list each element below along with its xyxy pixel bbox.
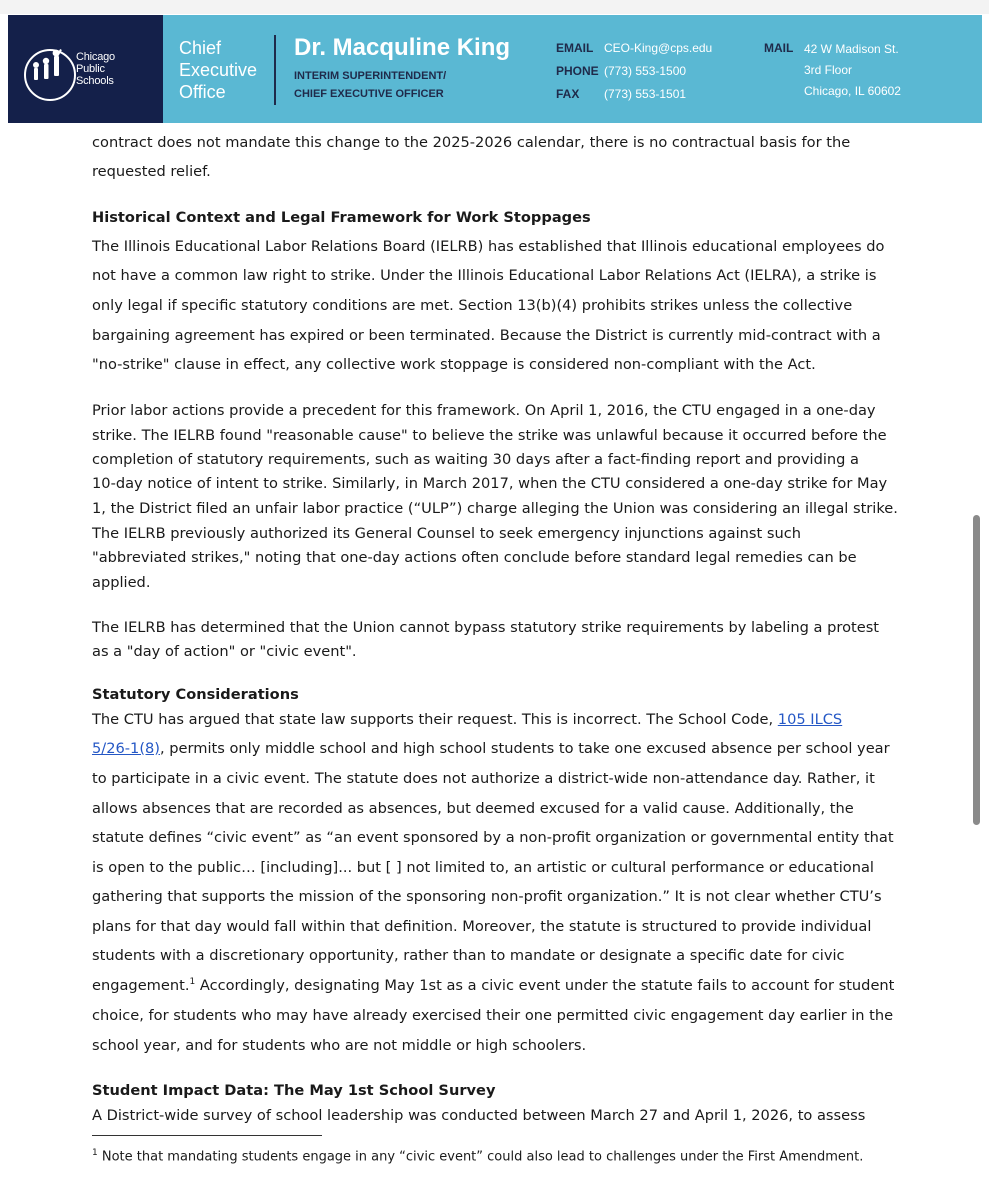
phone-label: PHONE: [556, 64, 599, 78]
statute-link[interactable]: 105 ILCS: [777, 711, 843, 728]
cps-logo: [8, 15, 163, 123]
paragraph-line: "no-strike" clause in effect, any collective work stoppage is considered non-compliant with the Act.: [92, 356, 816, 373]
section-heading-statutory: Statutory Considerations: [92, 686, 299, 703]
paragraph-line: students with a discretionary opportunity, rather than to mandate or designate a specific date for civic: [92, 947, 845, 964]
paragraph-line: school year, and for students who are not middle or high schoolers.: [92, 1037, 587, 1054]
paragraph-line: [92, 740, 890, 757]
paragraph-line: 1, the District filed an unfair labor practice (“ULP”) charge alleging the Union was considering an illegal strike.: [92, 500, 898, 517]
letterhead: [8, 15, 982, 123]
office-line-3: Office: [179, 82, 226, 102]
statute-link[interactable]: 5/26-1(8): [92, 740, 160, 757]
paragraph-line: [92, 977, 894, 994]
paragraph-line: The Illinois Educational Labor Relations Board (IELRB) has established that Illinois educational employees do: [92, 238, 885, 255]
section-heading-historical: Historical Context and Legal Framework for Work Stoppages: [92, 209, 591, 226]
paragraph-line: as a "day of action" or "civic event".: [92, 643, 357, 660]
fax-label: FAX: [556, 87, 580, 101]
footnote-text: Note that mandating students engage in any “civic event” could also lead to challenges under the First Amendment.: [97, 1149, 864, 1165]
paragraph-line: completion of statutory requirements, such as waiting 30 days after a fact-finding report and providing a: [92, 451, 859, 468]
footnote-separator: [92, 1135, 322, 1136]
email-value[interactable]: CEO-King@cps.edu: [604, 41, 713, 55]
paragraph-line: to participate in a civic event. The statute does not authorize a district-wide non-attendance day. Rather, it: [92, 770, 875, 787]
section-heading-survey: Student Impact Data: The May 1st School Survey: [92, 1082, 496, 1099]
text-run: Accordingly, designating May 1st as a civic event under the statute fails to account for student: [195, 977, 895, 994]
paragraph-line: plans for that day would fall within that definition. Moreover, the statute is structured to provide individual: [92, 918, 872, 935]
office-name: [179, 37, 257, 103]
paragraph-line: A District-wide survey of school leadership was conducted between March 27 and April 1, 2026, to assess: [92, 1107, 866, 1124]
paragraph-line: only legal if specific statutory conditions are met. Section 13(b)(4) prohibits strikes unless the collective: [92, 297, 853, 314]
paragraph-line: is open to the public… [including]... but [ ] not limited to, an artistic or cultural performance or educational: [92, 859, 874, 876]
children-figures-icon: [22, 43, 78, 99]
header-divider: [274, 35, 276, 105]
footnote: [92, 1148, 863, 1164]
logo-line-1: Chicago: [76, 51, 115, 63]
text-run: engagement.: [92, 977, 190, 994]
executive-name: Dr. Macquline King: [294, 34, 511, 61]
intro-line: contract does not mandate this change to the 2025-2026 calendar, there is no contractual basis for the: [92, 134, 851, 151]
paragraph-line: not have a common law right to strike. Under the Illinois Educational Labor Relations Act (IELRA), a strike is: [92, 267, 877, 284]
logo-wordmark: [76, 51, 115, 87]
logo-line-2: Public: [76, 63, 105, 75]
paragraph-line: allows absences that are recorded as absences, but deemed excused for a valid cause. Additionally, the: [92, 800, 854, 817]
logo-line-3: Schools: [76, 75, 114, 87]
page-top-edge: [0, 0, 989, 14]
mail-line-1: 42 W Madison St.: [804, 42, 899, 56]
mail-line-3: Chicago, IL 60602: [804, 84, 901, 98]
footnote-mark: 1: [92, 1148, 98, 1158]
intro-line: requested relief.: [92, 163, 211, 180]
paragraph-line: gathering that supports the mission of the sponsoring non-profit organization.” It is not clear whether CTU’s: [92, 888, 882, 905]
office-line-2: Executive: [179, 60, 258, 80]
mail-line-2: 3rd Floor: [804, 63, 853, 77]
paragraph-line: Prior labor actions provide a precedent for this framework. On April 1, 2016, the CTU engaged in a one-day: [92, 402, 876, 419]
text-run: The CTU has argued that state law supports their request. This is incorrect. The School Code,: [92, 711, 778, 728]
office-line-1: Chief: [179, 38, 222, 58]
mail-label: MAIL: [764, 41, 794, 55]
paragraph-line: bargaining agreement has expired or been terminated. Because the District is currently mid-contract with a: [92, 327, 881, 344]
paragraph-line: 10-day notice of intent to strike. Similarly, in March 2017, when the CTU considered a one-day strike for May: [92, 475, 888, 492]
text-run: , permits only middle school and high school students to take one excused absence per school year: [160, 740, 890, 757]
paragraph-line: applied.: [92, 574, 151, 591]
footnote-reference[interactable]: 1: [189, 977, 196, 988]
fax-value: (773) 553-1501: [604, 87, 687, 101]
paragraph-line: choice, for students who may have already exercised their one permitted civic engagement day earlier in the: [92, 1007, 894, 1024]
email-label: EMAIL: [556, 41, 594, 55]
executive-title-1: INTERIM SUPERINTENDENT/: [294, 70, 447, 82]
paragraph-line: [92, 711, 842, 728]
paragraph-line: statute defines “civic event” as “an event sponsored by a non-profit organization or governmental entity that: [92, 829, 894, 846]
paragraph-line: "abbreviated strikes," noting that one-day actions often conclude before standard legal remedies can be: [92, 549, 857, 566]
executive-title-2: CHIEF EXECUTIVE OFFICER: [294, 88, 444, 100]
phone-value[interactable]: (773) 553-1500: [604, 64, 687, 78]
paragraph-line: strike. The IELRB found "reasonable cause" to believe the strike was unlawful because it occurred before the: [92, 427, 887, 444]
paragraph-line: The IELRB has determined that the Union cannot bypass statutory strike requirements by labeling a protest: [92, 619, 880, 636]
vertical-scrollbar[interactable]: [973, 515, 980, 825]
paragraph-line: The IELRB previously authorized its General Counsel to seek emergency injunctions against such: [92, 525, 801, 542]
